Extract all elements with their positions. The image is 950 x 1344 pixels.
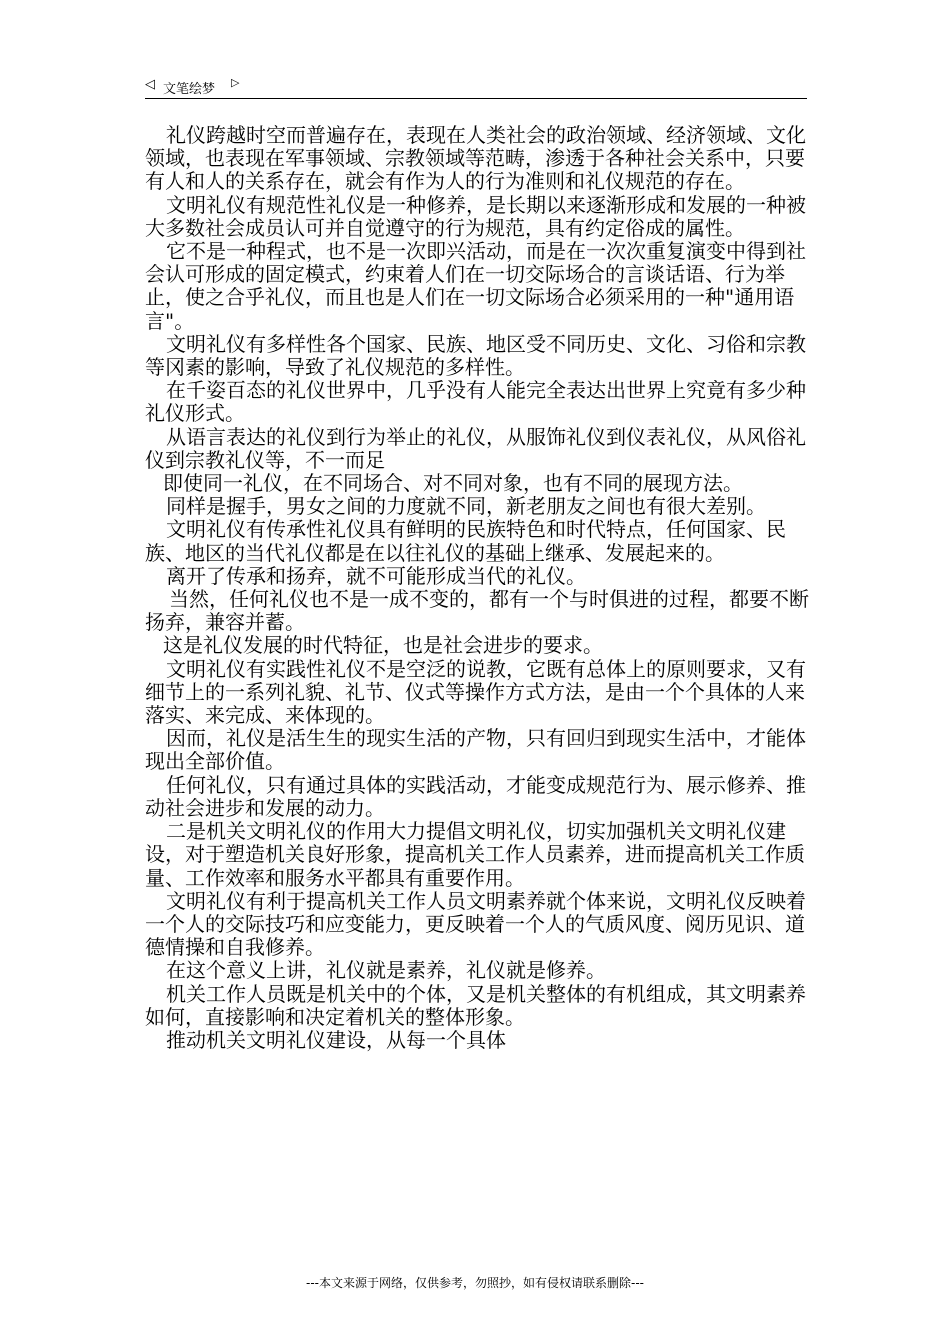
header-title: 文笔绘梦: [163, 82, 216, 97]
paragraph: 礼仪跨越时空而普遍存在，表现在人类社会的政治领域、经济领域、文化领域，也表现在军事领域、宗教领域等范畴，渗透于各种社会关系中，只要有人和人的关系存在，就会有作为人的行为准则和礼仪规范的存在。: [145, 123, 806, 194]
page-header: [145, 74, 807, 99]
triangle-left-icon: ◁: [145, 77, 155, 92]
paragraph: 文明礼仪有实践性礼仪不是空泛的说教，它既有总体上的原则要求，又有细节上的一系列礼貌、礼节、仪式等操作方式方法，是由一个个具体的人来落实、来完成、来体现的。: [145, 656, 806, 728]
paragraph: 离开了传承和扬弃，就不可能形成当代的礼仪。: [166, 563, 586, 588]
paragraph: 任何礼仪，只有通过具体的实践活动，才能变成规范行为、展示修养、推动社会进步和发展的动力。: [145, 772, 806, 820]
paragraph: 从语言表达的礼仪到行为举止的礼仪，从服饰礼仪到仪表礼仪，从风俗礼仪到宗教礼仪等，不一而足: [145, 424, 806, 472]
paragraph: 文明礼仪有利于提高机关工作人员文明素养就个体来说，文明礼仪反映着一个人的交际技巧和应变能力，更反映着一个人的气质风度、阅历见识、道德情操和自我修养。: [145, 888, 806, 960]
paragraph: 文明礼仪有多样性各个国家、民族、地区受不同历史、文化、习俗和宗教等冈素的影响，导致了礼仪规范的多样性。: [145, 331, 806, 380]
paragraph: 机关工作人员既是机关中的个体，又是机关整体的有机组成，其文明素养如何，直接影响和决定着机关的整体形象。: [145, 981, 806, 1029]
paragraph: 这是礼仪发展的时代特征，也是社会进步的要求。: [163, 633, 603, 658]
paragraph: 推动机关文明礼仪建设，从每一个具体: [166, 1027, 506, 1052]
document-body: [145, 124, 811, 1052]
paragraph: 文明礼仪有传承性礼仪具有鲜明的民族特色和时代特点，任何国家、民族、地区的当代礼仪都是在以往礼仪的基础上继承、发展起来的。: [145, 517, 786, 565]
paragraph: 同样是握手，男女之间的力度就不同，新老朋友之间也有很大差别。: [166, 494, 766, 519]
paragraph: 在千姿百态的礼仪世界中，几乎没有人能完全表达出世界上究竟有多少种礼仪形式。: [145, 378, 806, 426]
paragraph: 文明礼仪有规范性礼仪是一种修养，是长期以来逐渐形成和发展的一种被大多数社会成员认可并自觉遵守的行为规范，具有约定俗成的属性。: [145, 192, 806, 240]
footer-notice: ---本文来源于网络，仅供参考，勿照抄，如有侵权请联系删除---: [306, 1276, 644, 1290]
triangle-right-icon: ▷: [231, 76, 240, 89]
paragraph: 它不是一种程式，也不是一次即兴活动，而是在一次次重复演变中得到社会认可形成的固定模式，约束着人们在一切交际场合的言谈话语、行为举止，使之合乎礼仪，而且也是人们在一切文际场合必须采用的一种"通用语言"。: [145, 239, 806, 333]
paragraph: 二是机关文明礼仪的作用大力提倡文明礼仪，切实加强机关文明礼仪建设，对于塑造机关良好形象，提高机关工作人员素养，进而提高机关工作质量、工作效率和服务水平都具有重要作用。: [145, 819, 805, 890]
paragraph: 因而，礼仪是活生生的现实生活的产物，只有回归到现实生活中，才能体现出全部价值。: [145, 726, 806, 774]
paragraph: 当然，任何礼仪也不是一成不变的，都有一个与时俱进的过程，都要不断扬弃，兼容并蓄。: [145, 587, 809, 635]
paragraph: 即使同一礼仪，在不同场合、对不同对象，也有不同的展现方法。: [163, 471, 743, 496]
paragraph: 在这个意义上讲，礼仪就是素养，礼仪就是修养。: [166, 958, 606, 983]
